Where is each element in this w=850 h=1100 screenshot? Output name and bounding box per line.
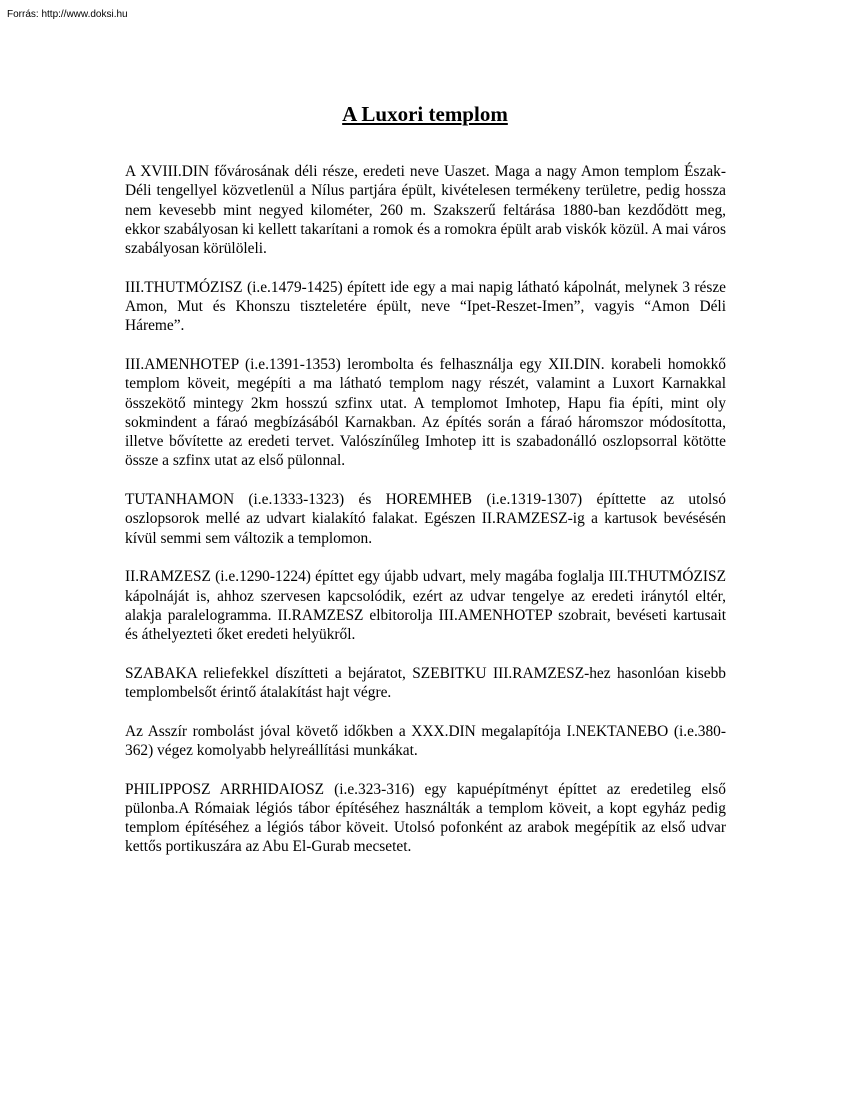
paragraph-nektanebo: Az Asszír rombolást jóval követő időkben a XXX.DIN megalapítója I.NEKTANEBO (i.e.380-362) végez komolyabb helyreállítási munkákat. xyxy=(125,722,726,759)
paragraph-ramzesz: II.RAMZESZ (i.e.1290-1224) építtet egy újabb udvart, mely magába foglalja III.THUTMÓZISZ kápolnáját is, ahhoz szervesen kapcsolódik, ezért az udvar tengelye az eredeti iránytól eltér, alakja paralelogramma. II.RAMZESZ elbitorolja III.AMENHOTEP szobrait, bevéseti kartusait és áthelyezteti őket eredeti helyükről. xyxy=(125,568,726,644)
paragraph-tutanhamon: TUTANHAMON (i.e.1333-1323) és HOREMHEB (i.e.1319-1307) építtette az utolsó oszlopsorok mellé az udvart kialakító falakat. Egészen II.RAMZESZ-ig a kartusok bevésésén kívül semmi sem változik a templomon. xyxy=(125,491,726,547)
page-title: A Luxori templom xyxy=(342,102,508,126)
paragraph-philipposz: PHILIPPOSZ ARRHIDAIOSZ (i.e.323-316) egy kapuépítményt építtet az eredetileg első pülonba.A Rómaiak légiós tábor építéséhez használták a templom köveit, a kopt egyház pedig templom építéséhez a légiós tábor köveit. Utolsó pofonként az arabok megépítik az első udvar kettős portikuszára az Abu El-Gurab mecsetet. xyxy=(125,780,726,856)
paragraph-amenhotep: III.AMENHOTEP (i.e.1391-1353) lerombolta és felhasználja egy XII.DIN. korabeli homokkő templom köveit, megépíti a ma látható templom nagy részét, valamint a Luxort Karnakkal összekötő mintegy 2km hosszú szfinx utat. A templomot Imhotep, Hapu fia építi, mint oly sokmindent a fáraó megbízásából Karnakban. Az építés során a fáraó háromszor módosította, illetve bővítette az eredeti tervet. Valószínűleg Imhotep itt is szabadonálló oszlopsorral kötötte össze a szfinx utat az első pülonnal. xyxy=(125,355,726,470)
document-body xyxy=(125,162,726,876)
paragraph-szabaka: SZABAKA reliefekkel díszítteti a bejáratot, SZEBITKU III.RAMZESZ-hez hasonlóan kisebb templombelsőt érintő átalakítást hajt végre. xyxy=(125,664,726,702)
paragraph-thutmozisz: III.THUTMÓZISZ (i.e.1479-1425) épített ide egy a mai napig látható kápolnát, melynek 3 része Amon, Mut és Khonszu tiszteletére épült, neve “Ipet-Reszet-Imen”, vagyis “Amon Déli Háreme”. xyxy=(125,278,726,335)
paragraph-uaszet: A XVIII.DIN fővárosának déli része, eredeti neve Uaszet. Maga a nagy Amon templom Észak-Déli tengellyel közvetlenül a Nílus partjára épült, kivételesen termékeny területre, pedig hossza nem kevesebb mint negyed kilométer, 260 m. Szakszerű feltárása 1880-ban kezdődött meg, ekkor szabályosan ki kellett takarítani a romok és a romokra épült arab viskók közül. A mai város szabályosan körülöleli. xyxy=(125,163,726,258)
source-note: Forrás: http://www.doksi.hu xyxy=(7,9,128,20)
